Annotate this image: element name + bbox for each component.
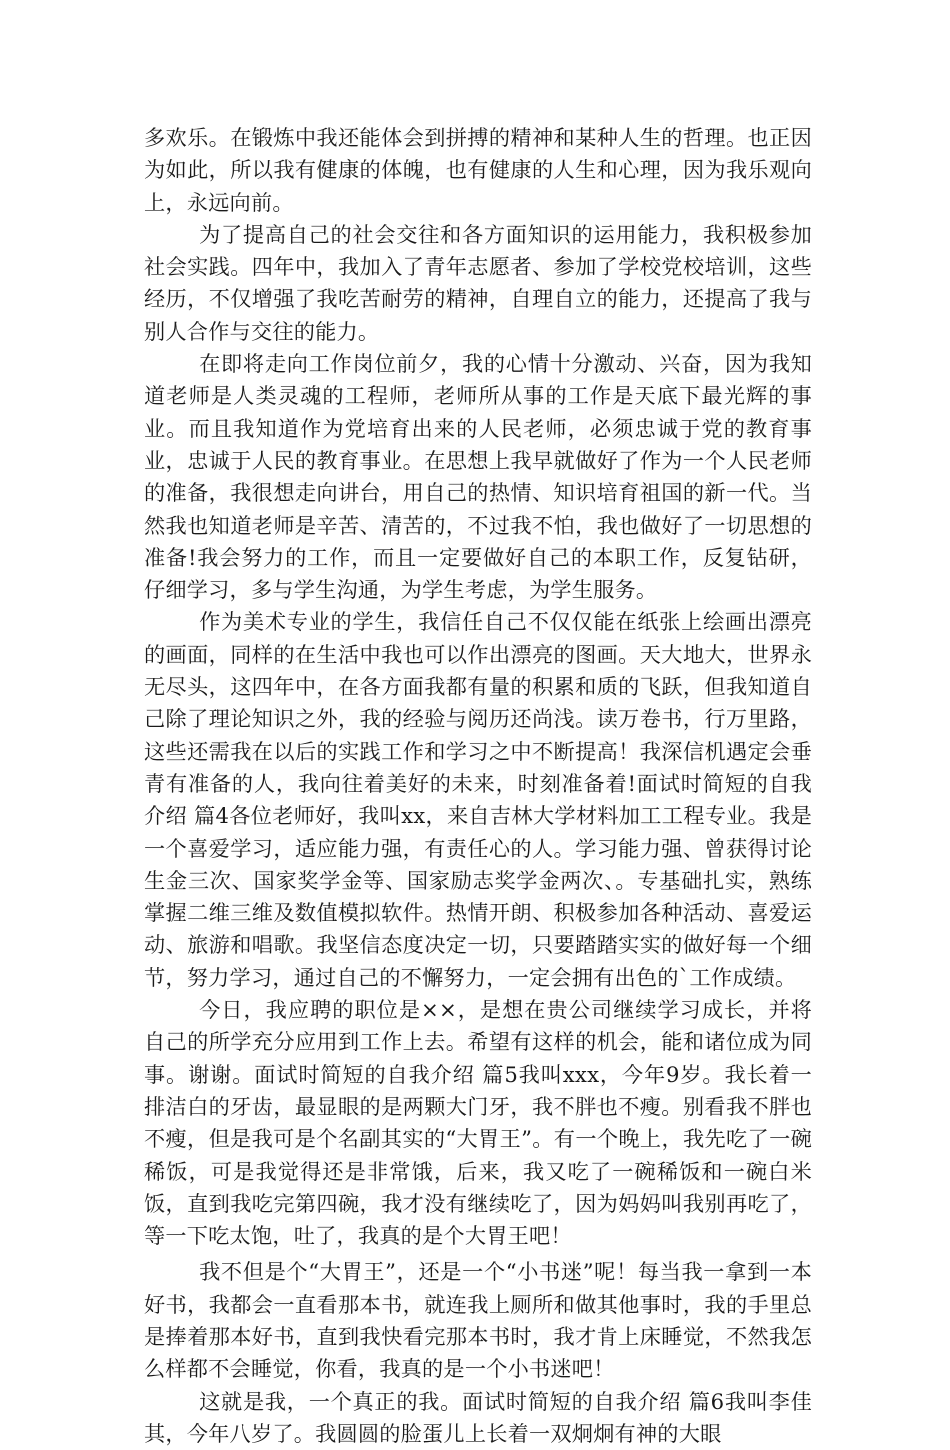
paragraph-2: 为了提高自己的社会交往和各方面知识的运用能力，我积极参加社会实践。四年中，我加入了青年志愿者、参加了学校党校培训，这些经历，不仅增强了我吃苦耐劳的精神，自理自立的能力，还提高了我与别人合作与交往的能力。 [144,221,812,344]
paragraph-5: 今日，我应聘的职位是××，是想在贵公司继续学习成长，并将自己的所学充分应用到工作上去。希望有这样的机会，能和诸位成为同事。谢谢。面试时简短的自我介绍 篇5我叫xxx，今年9岁。我长着一排洁白的牙齿，最显眼的是两颗大门牙，我不胖也不瘦。别看我不胖也不瘦，但是我可是个名副其实的“大胃王”。有一个晚上，我先吃了一碗稀饭，可是我觉得还是非常饿，后来，我又吃了一碗稀饭和一碗白米饭，直到我吃完第四碗，我才没有继续吃了，因为妈妈叫我别再吃了，等一下吃太饱，吐了，我真的是个大胃王吧！ [144,997,812,1249]
paragraph-1: 多欢乐。在锻炼中我还能体会到拼搏的精神和某种人生的哲理。也正因为如此，所以我有健康的体魄，也有健康的人生和心理，因为我乐观向上，永远向前。 [144,125,812,215]
document-body [144,122,812,1450]
paragraph-4: 作为美术专业的学生，我信任自己不仅仅能在纸张上绘画出漂亮的画面，同样的在生活中我也可以作出漂亮的图画。天大地大，世界永无尽头，这四年中，在各方面我都有量的积累和质的飞跃，但我知道自己除了理论知识之外，我的经验与阅历还尚浅。读万卷书，行万里路，这些还需我在以后的实践工作和学习之中不断提高！我深信机遇定会垂青有准备的人，我向往着美好的未来，时刻准备着!面试时简短的自我介绍 篇4各位老师好，我叫xx，来自吉林大学材料加工工程专业。我是一个喜爱学习，适应能力强，有责任心的人。学习能力强、曾获得讨论生金三次、国家奖学金等、国家励志奖学金两次、。专基础扎实，熟练掌握二维三维及数值模拟软件。热情开朗、积极参加各种活动、喜爱运动、旅游和唱歌。我坚信态度决定一切，只要踏踏实实的做好每一个细节，努力学习，通过自己的不懈努力，一定会拥有出色的`工作成绩。 [144,609,812,990]
paragraph-6: 我不但是个“大胃王”，还是一个“小书迷”呢！每当我一拿到一本好书，我都会一直看那本书，就连我上厕所和做其他事时，我的手里总是捧着那本好书，直到我快看完那本书时，我才肯上床睡觉，不然我怎么样都不会睡觉，你看，我真的是一个小书迷吧！ [144,1259,812,1382]
paragraph-3: 在即将走向工作岗位前夕，我的心情十分激动、兴奋，因为我知道老师是人类灵魂的工程师，老师所从事的工作是天底下最光辉的事业。而且我知道作为党培育出来的人民老师，必须忠诚于党的教育事业，忠诚于人民的教育事业。在思想上我早就做好了作为一个人民老师的准备，我很想走向讲台，用自己的热情、知识培育祖国的新一代。当然我也知道老师是辛苦、清苦的，不过我不怕，我也做好了一切思想的准备!我会努力的工作，而且一定要做好自己的本职工作，反复钻研，仔细学习，多与学生沟通，为学生考虑，为学生服务。 [144,351,812,603]
paragraph-7: 这就是我，一个真正的我。面试时简短的自我介绍 篇6我叫李佳其，今年八岁了。我圆圆的脸蛋儿上长着一双炯炯有神的大眼 [144,1388,812,1446]
